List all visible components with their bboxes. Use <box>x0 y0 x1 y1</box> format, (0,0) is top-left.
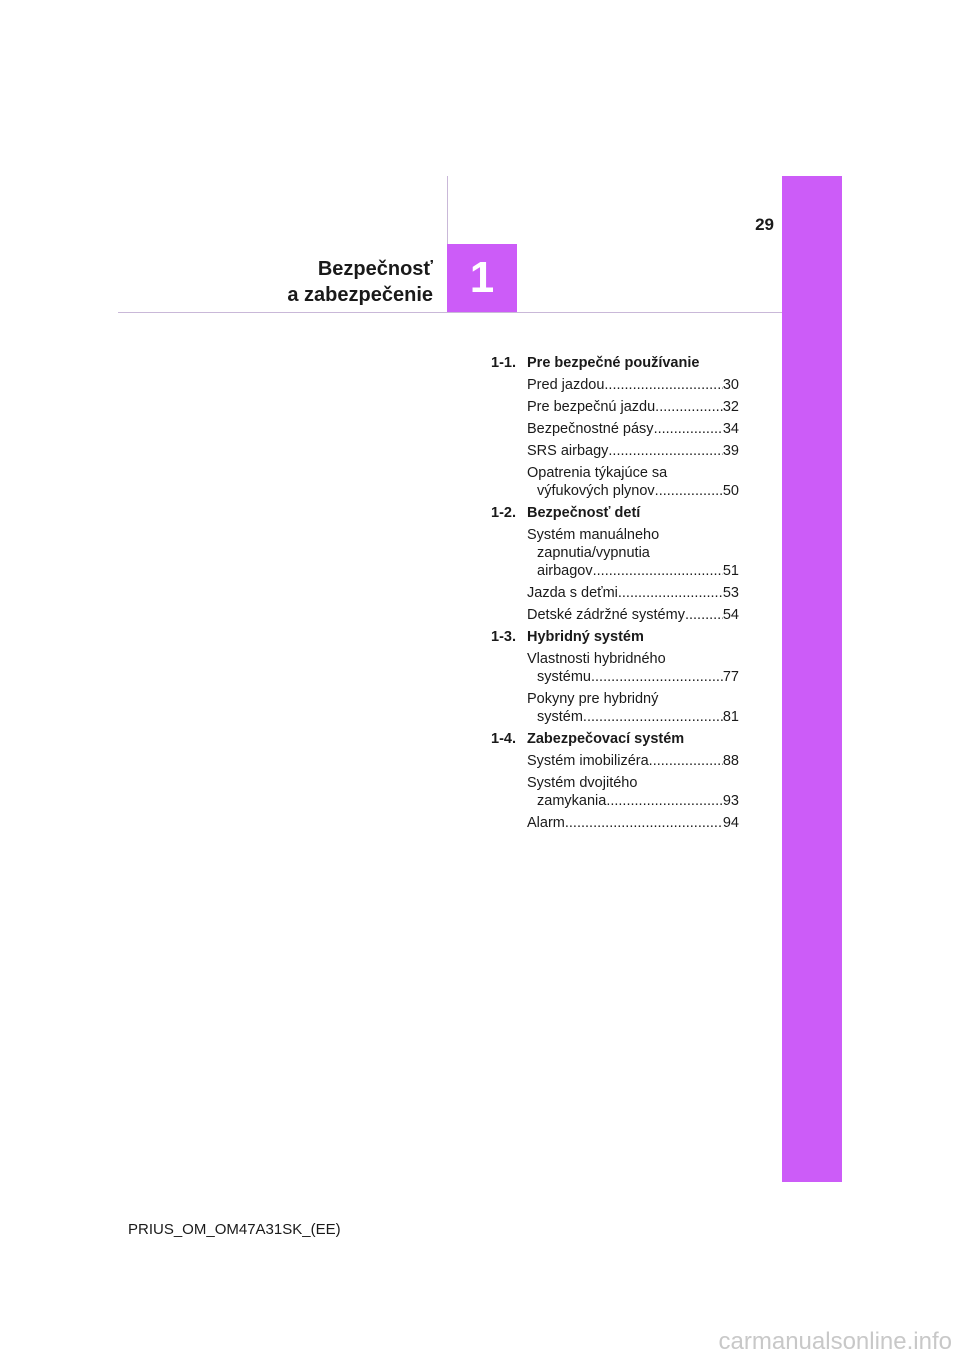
toc-section-number: 1-3. <box>491 629 516 645</box>
toc-entry-title: SRS airbagy <box>527 443 609 459</box>
toc-entry[interactable] <box>527 442 739 460</box>
toc-entry-page: 30 <box>722 377 739 393</box>
toc-dot-leader <box>583 708 723 726</box>
toc-entry-line: Pokyny pre hybridný <box>527 691 659 707</box>
toc-section-title: Bezpečnosť detí <box>527 505 641 521</box>
toc-entry-page: 50 <box>722 483 739 499</box>
toc-section-heading[interactable] <box>491 628 739 646</box>
toc-entry-line: Systém dvojitého <box>527 775 638 791</box>
toc-entry-title: Jazda s deťmi <box>527 585 618 601</box>
toc-entry-page: 88 <box>722 753 739 769</box>
toc-entry-page: 51 <box>722 563 739 579</box>
toc-entry-page: 53 <box>722 585 739 601</box>
toc-entry[interactable] <box>527 420 739 438</box>
toc-entry-title: Pred jazdou <box>527 377 605 393</box>
toc-entry-page: 39 <box>722 443 739 459</box>
header-horizontal-rule <box>118 312 782 313</box>
toc-entry-title: Systém imobilizéra <box>527 753 649 769</box>
watermark: carmanualsonline.info <box>718 1328 952 1355</box>
toc-entry-page: 54 <box>722 607 739 623</box>
toc-section-title: Pre bezpečné používanie <box>527 355 700 371</box>
toc-dot-leader <box>618 584 723 602</box>
toc-entry[interactable] <box>527 464 739 500</box>
page-number: 29 <box>755 215 774 234</box>
toc-section-title: Zabezpečovací systém <box>527 731 685 747</box>
toc-dot-leader <box>593 562 723 580</box>
toc-entry[interactable] <box>527 814 739 832</box>
toc-entry-page: 93 <box>722 793 739 809</box>
toc-entry-line: Opatrenia týkajúce sa <box>527 465 668 481</box>
toc-entry[interactable] <box>527 774 739 810</box>
toc-entry-page: 77 <box>722 669 739 685</box>
toc-section-number: 1-1. <box>491 355 516 371</box>
toc-entry-title: zamykania <box>537 793 607 809</box>
toc-section-number: 1-4. <box>491 731 516 747</box>
toc-entry-line: Vlastnosti hybridného <box>527 651 666 667</box>
toc-entry-title: Alarm <box>527 815 565 831</box>
toc-entry-title: airbagov <box>537 563 593 579</box>
chapter-title-line: Bezpečnosť <box>317 258 433 280</box>
toc-section-heading[interactable] <box>491 354 739 372</box>
chapter-number-box: 1 <box>447 244 517 312</box>
chapter-title-line: a zabezpečenie <box>287 284 433 306</box>
toc-section-title: Hybridný systém <box>527 629 644 645</box>
toc-dot-leader <box>655 482 723 500</box>
toc-dot-leader <box>608 442 722 460</box>
toc-entry-title: Detské zádržné systémy <box>527 607 685 623</box>
toc-entry-page: 32 <box>722 399 739 415</box>
toc-entry-title: Pre bezpečnú jazdu <box>527 399 656 415</box>
toc-dot-leader <box>654 420 723 438</box>
toc-entry[interactable] <box>527 650 739 686</box>
toc-entry-page: 81 <box>722 709 739 725</box>
chapter-title <box>200 256 433 308</box>
toc-dot-leader <box>591 668 723 686</box>
toc-entry[interactable] <box>527 526 739 580</box>
toc-entry-page: 94 <box>722 815 739 831</box>
toc-entry[interactable] <box>527 752 739 770</box>
toc-dot-leader <box>604 376 722 394</box>
toc-entry-title: Bezpečnostné pásy <box>527 421 654 437</box>
toc-entry-title: systému <box>537 669 591 685</box>
toc-entry-title: výfukových plynov <box>537 483 655 499</box>
toc-entry[interactable] <box>527 690 739 726</box>
toc-entry[interactable] <box>527 376 739 394</box>
table-of-contents <box>491 354 739 836</box>
toc-dot-leader <box>685 606 723 624</box>
toc-dot-leader <box>606 792 723 810</box>
toc-entry-title: systém <box>537 709 583 725</box>
toc-entry-line: Systém manuálneho <box>527 527 660 543</box>
toc-dot-leader <box>565 814 723 832</box>
document-code: PRIUS_OM_OM47A31SK_(EE) <box>128 1221 341 1238</box>
toc-section-heading[interactable] <box>491 730 739 748</box>
toc-section-heading[interactable] <box>491 504 739 522</box>
toc-entry-line: zapnutia/vypnutia <box>537 545 650 561</box>
toc-entry-page: 34 <box>722 421 739 437</box>
toc-dot-leader <box>655 398 723 416</box>
toc-section-number: 1-2. <box>491 505 516 521</box>
toc-entry[interactable] <box>527 584 739 602</box>
toc-entry[interactable] <box>527 398 739 416</box>
toc-dot-leader <box>649 752 723 770</box>
toc-entry[interactable] <box>527 606 739 624</box>
chapter-side-tab <box>782 176 842 1182</box>
